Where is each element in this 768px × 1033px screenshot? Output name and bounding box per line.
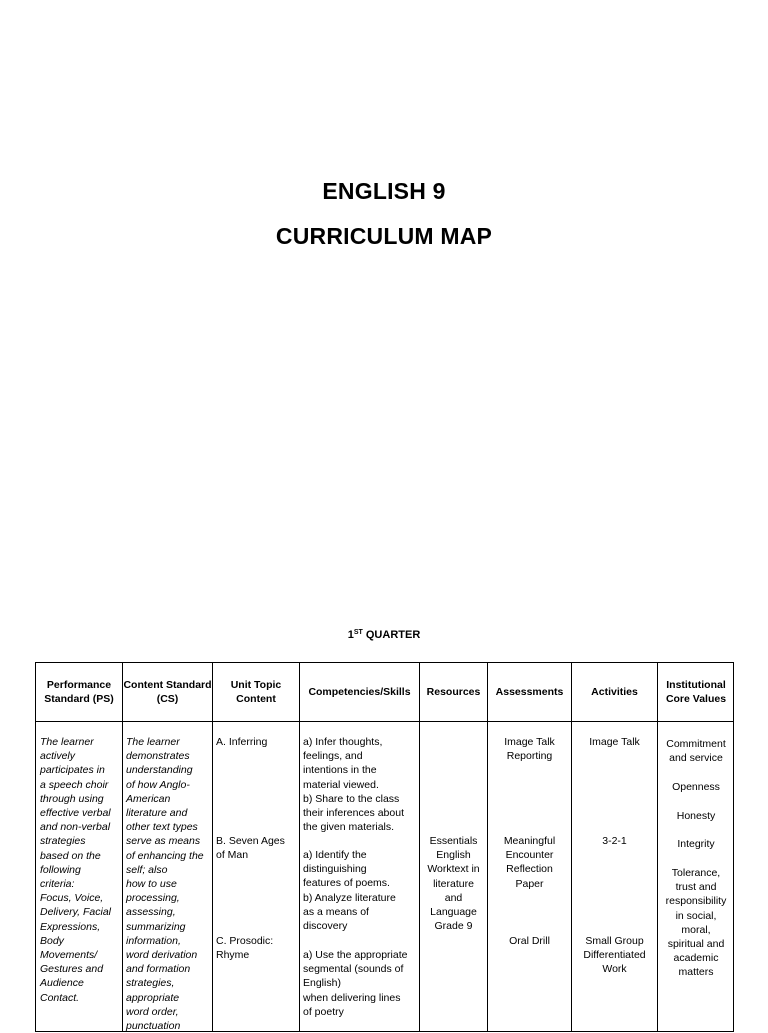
assessment-item: Image Talk Reporting [504, 736, 555, 763]
core-value-item: Integrity [677, 838, 715, 850]
activity-item: Small Group Differentiated Work [583, 935, 646, 976]
header-assessments: Assessments [495, 686, 564, 698]
activity-item: Image Talk [589, 736, 640, 748]
assessment-item: Meaningful Encounter Reflection Paper [503, 835, 556, 890]
header-resources: Resources [426, 686, 481, 698]
title-line-2: CURRICULUM MAP [275, 223, 493, 249]
header-unit-topic: Unit Topic Content [230, 679, 282, 705]
activity-item: 3-2-1 [602, 835, 627, 847]
resources-text: Essentials English Worktext in literature and Language Grade 9 [427, 835, 480, 933]
competency-item: a) Use the appropriate segmental (sounds of English) when delivering lines of poetry [303, 949, 408, 1018]
topic-item: C. Prosodic: Rhyme [216, 935, 274, 962]
performance-standard-text: The learner actively participates in a speech choir through using effective verbal and non-verbal strategies based on the following criteria: Focus, Voice, Delivery, Facial Expressions, Body Movements/ Gestures and Audience Contact. [40, 736, 111, 1004]
title-line-1: ENGLISH 9 [322, 178, 446, 204]
topic-item: A. Inferring [216, 736, 268, 748]
quarter-heading [0, 629, 768, 641]
header-performance-standard: Performance Standard (PS) [44, 679, 114, 705]
core-value-item: Openness [672, 781, 720, 793]
core-value-item: Tolerance, trust and responsibility in social, moral, spiritual and academic matters [665, 867, 727, 979]
competency-item: a) Identify the distinguishing features of poems. b) Analyze literature as a means of discovery [303, 849, 396, 933]
topic-item: B. Seven Ages of Man [216, 835, 285, 862]
quarter-word: QUARTER [365, 629, 421, 641]
header-activities: Activities [591, 686, 638, 698]
content-standard-text: The learner demonstrates understanding of how Anglo- American literature and other text types serve as means of enhancing the self; also how to use processing, assessing, summarizing information, word derivation and formation strategies, appropriate word order, punctuation [126, 736, 204, 1033]
quarter-superscript: ST [353, 629, 363, 636]
header-core-values: Institutional Core Values [665, 679, 727, 705]
competency-item: a) Infer thoughts, feelings, and intentions in the material viewed. b) Share to the class their inferences about the given materials. [303, 736, 404, 834]
header-competencies: Competencies/Skills [308, 686, 411, 698]
assessment-item: Oral Drill [509, 935, 550, 947]
core-value-item: Commitment and service [666, 738, 726, 765]
header-divider [36, 721, 733, 722]
core-value-item: Honesty [676, 810, 716, 822]
quarter-number: 1 [347, 629, 354, 641]
curriculum-table [35, 662, 734, 1032]
header-content-standard: Content Standard (CS) [123, 679, 212, 705]
